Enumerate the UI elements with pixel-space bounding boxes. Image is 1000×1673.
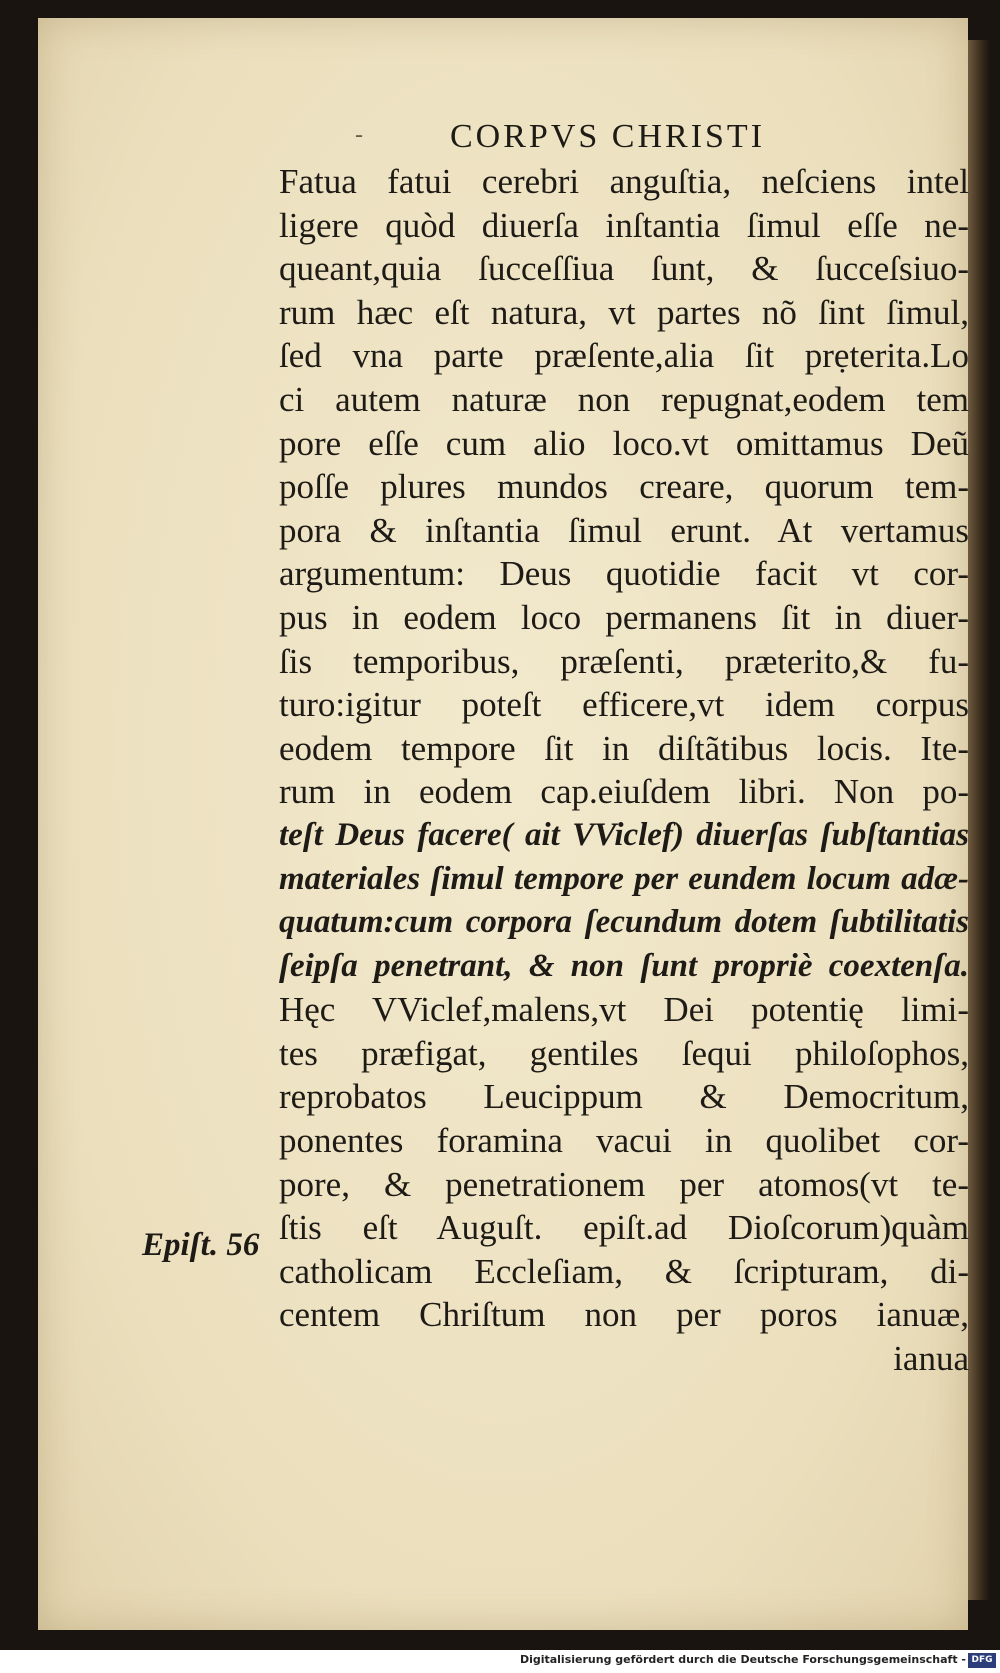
text-line: ci autem naturæ non repugnat,eodem tem (279, 379, 969, 419)
text-line: turo:igitur poteſt efficere,vt idem corpus (279, 685, 969, 725)
text-line: rum hæc eſt natura, vt partes nõ ſint ſimul, (279, 292, 969, 332)
dfg-logo: DFG (968, 1653, 996, 1668)
text-line: poſſe plures mundos creare, quorum tem- (279, 467, 969, 507)
text-line: Fatua fatui cerebri anguſtia, neſciens intel (279, 162, 969, 201)
header-dash: - (355, 122, 363, 148)
body-text (279, 160, 969, 1381)
text-line: reprobatos Leucippum & Democritum, (279, 1077, 969, 1117)
text-line: ſis temporibus, præſenti, præterito,& fu- (279, 641, 969, 681)
footer-bar (0, 1650, 1000, 1673)
text-line: ſed vna parte præſente,alia ſit prẹterita.Lo (279, 336, 969, 376)
quoted-line: materiales ſimul tempore per eundem locum adæ- (279, 860, 969, 897)
text-line: catholicam Eccleſiam, & ſcripturam, di- (279, 1251, 969, 1291)
marginal-reference: Epiſt. 56 (142, 1227, 260, 1263)
text-line: queant,quia ſucceſſiua ſunt, & ſucceſsiuo- (279, 249, 969, 289)
text-line: tes præfigat, gentiles ſequi philoſophos, (279, 1033, 969, 1073)
text-line: eodem tempore ſit in diſtãtibus locis. Ite- (279, 728, 969, 768)
catchword: ianua (893, 1339, 969, 1379)
running-header: CORPVS CHRISTI (450, 118, 766, 155)
quoted-line: teſt Deus facere( ait VViclef) diuerſas ſubſtantias (279, 816, 969, 853)
text-line: ligere quòd diuerſa inſtantia ſimul eſſe ne- (279, 205, 969, 245)
page-edge (968, 40, 990, 1600)
text-line: pore, & penetrationem per atomos(vt te- (279, 1164, 969, 1204)
text-line: argumentum: Deus quotidie facit vt cor- (279, 554, 969, 594)
quoted-line: quatum:cum corpora ſecundum dotem ſubtilitatis (279, 904, 969, 941)
text-line: rum in eodem cap.eiuſdem libri. Non po- (279, 772, 969, 812)
text-line: ſtis eſt Auguſt. epiſt.ad Dioſcorum)quàm (279, 1208, 969, 1248)
digitization-credit: Digitalisierung gefördert durch die Deutsche Forschungsgemeinschaft - (519, 1653, 966, 1666)
text-line: pora & inſtantia ſimul erunt. At vertamus (279, 510, 969, 550)
text-line: pore eſſe cum alio loco.vt omittamus Deũ (279, 423, 969, 463)
text-line: Hęc VViclef,malens,vt Dei potentię limi- (279, 990, 969, 1030)
text-line: centem Chriſtum non per poros ianuæ, (279, 1295, 969, 1335)
quoted-line: ſeipſa penetrant, & non ſunt propriè coextenſa. (279, 947, 969, 984)
text-line: pus in eodem loco permanens ſit in diuer- (279, 597, 969, 637)
text-line: ponentes foramina vacui in quolibet cor- (279, 1121, 969, 1161)
